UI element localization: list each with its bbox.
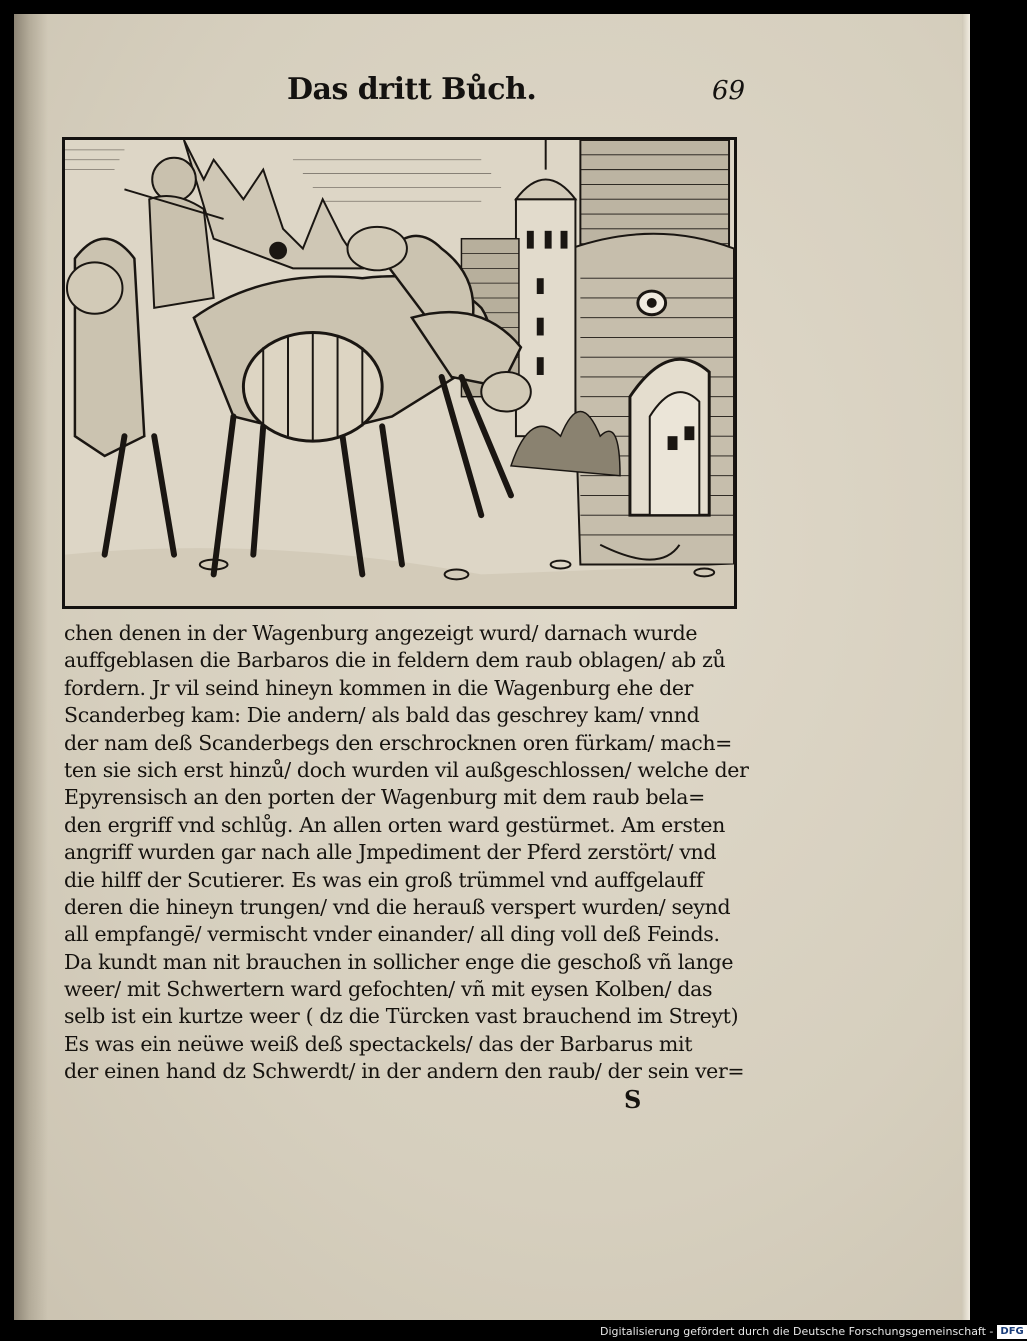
text-line: fordern. Jr vil seind hineyn kommen in die Wagenburg ehe der [64, 675, 694, 700]
text-line: die hilff der Scutierer. Es was ein groß trümmel vnd auffgelauff [64, 867, 704, 892]
body-text [64, 620, 754, 1086]
text-line: der nam deß Scanderbegs den erschrocknen oren fürkam/ mach= [64, 730, 733, 755]
text-line: Scanderbeg kam: Die andern/ als bald das geschrey kam/ vnnd [64, 703, 700, 728]
text-line: Es was ein neüwe weiß deß spectackels/ das der Barbarus mit [64, 1031, 693, 1056]
text-line: weer/ mit Schwertern ward gefochten/ vñ mit eysen Kolben/ das [64, 977, 713, 1002]
dfg-logo: DFG [997, 1325, 1026, 1339]
signature-mark: S [624, 1085, 642, 1114]
text-line: den ergriff vnd schlůg. An allen orten ward gestürmet. Am ersten [64, 812, 726, 837]
text-line: deren die hineyn trungen/ vnd die herauß verspert wurden/ seynd [64, 894, 731, 919]
page-gutter-shadow [14, 14, 48, 1320]
text-line: angriff wurden gar nach alle Jmpediment der Pferd zerstört/ vnd [64, 840, 717, 865]
text-line: all empfangē/ vermischt vnder einander/ all ding voll deß Feinds. [64, 922, 720, 947]
running-head: Das dritt Bůch. [287, 72, 537, 107]
text-line: ten sie sich erst hinzů/ doch wurden vil außgeschlossen/ welche der [64, 757, 749, 782]
text-line: selb ist ein kurtze weer ( dz die Türcken vast brauchend im Streyt) [64, 1004, 739, 1029]
text-line: der einen hand dz Schwerdt/ in der andern den raub/ der sein ver= [64, 1059, 745, 1084]
text-line: auffgeblasen die Barbaros die in feldern dem raub oblagen/ ab zů [64, 648, 726, 673]
footer-text: Digitalisierung gefördert durch die Deutsche Forschungsgemeinschaft - [600, 1325, 994, 1338]
woodcut-illustration [62, 137, 737, 609]
woodcut-illustration-icon [65, 140, 734, 606]
text-line: Epyrensisch an den porten der Wagenburg mit dem raub bela= [64, 785, 705, 810]
text-line: chen denen in der Wagenburg angezeigt wurd/ darnach wurde [64, 621, 698, 645]
digitization-footer [600, 1322, 1024, 1341]
text-line: Da kundt man nit brauchen in sollicher enge die geschoß vñ lange [64, 949, 734, 974]
page-number: 69 [712, 76, 746, 106]
page-edge [962, 14, 970, 1320]
